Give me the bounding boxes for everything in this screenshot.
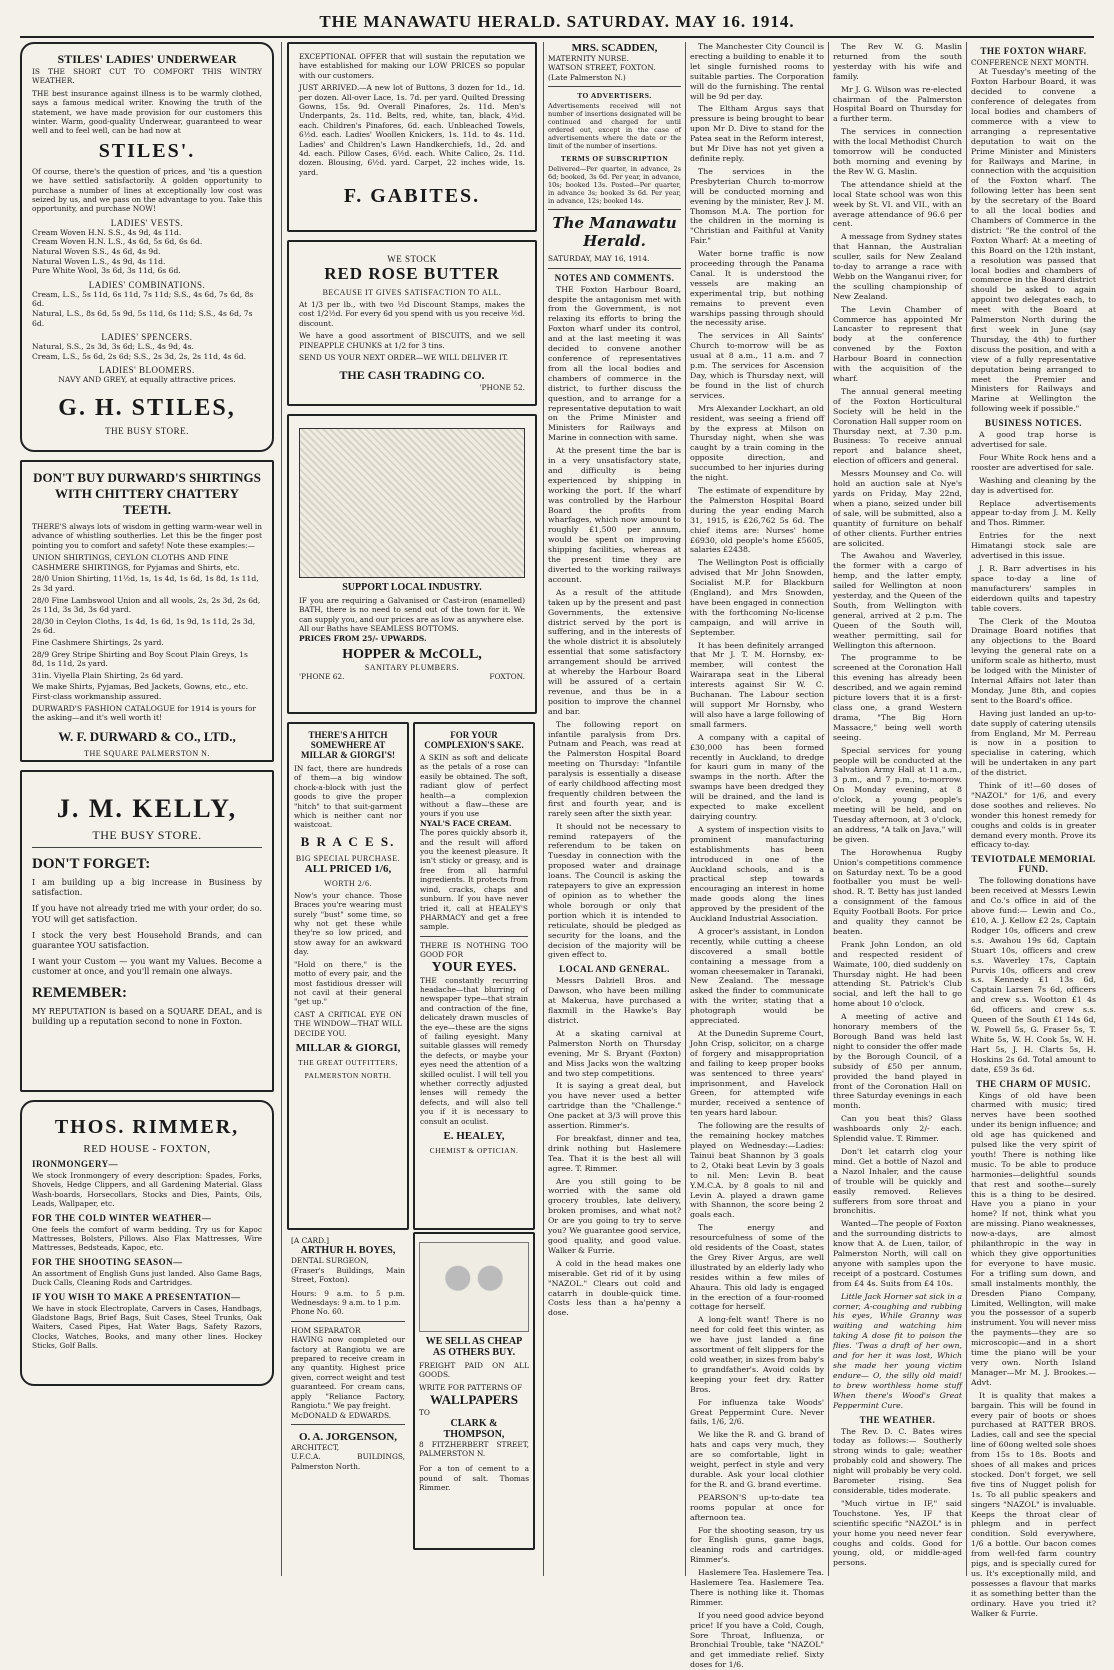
rimmer-address: RED HOUSE - FOXTON, xyxy=(83,1143,211,1155)
column-5 xyxy=(833,42,962,1576)
subscription-body: Delivered—Per quarter, in advance, 2s 6d; booked, 3s 6d. Per year, in advance, 10s; booked 13s. Posted—Per quarter, in advance 3s; booked 3s 6d. Per year, in advance, 12s; booked 14s. xyxy=(548,165,681,206)
vests-line: Pure White Wool, 3s 6d, 3s 11d, 6s 6d. xyxy=(32,266,181,276)
bath-illustration xyxy=(299,428,525,578)
clark-headline: WE SELL AS CHEAP AS OTHERS BUY. xyxy=(425,1336,523,1358)
column-6 xyxy=(971,42,1096,1618)
hopper-body: IF you are requiring a Galvanised or Cast-iron (enamelled) BATH, there is no need to send out of the town for it. We can supply you, and our prices are as low as anywhere else. xyxy=(299,596,525,624)
separator-body: HAVING now completed our factory at Rangiotu we are prepared to receive cream in any quantity. Highest price given, correct weight and test guaranteed. For cream cans, apply "Reliance Factory, Rangiotu." We pay freight. xyxy=(291,1335,405,1411)
healey-trade: CHEMIST & OPTICIAN. xyxy=(429,1146,519,1156)
masthead-rule xyxy=(20,36,1094,38)
scadden-name: MRS. SCADDEN, xyxy=(571,42,658,54)
wharf-heading: THE FOXTON WHARF. xyxy=(980,46,1087,56)
business-paragraph: J. R. Barr advertises in his space to-day a line of manufacturers' samples in eiderdown quilts and tapestry table covers. xyxy=(971,564,1096,613)
rimmer-section: We have in stock Electroplate, Carvers in Cases, Handbags, Gladstone Bags, Brief Bags, Suit Cases, Steel Trunks, Oak Waiters, Cased Pipes, Hat Water Bags, Safety Razors, Clocks, Watches, Books, and many other lines. Hockey Sticks, Golf Balls. xyxy=(32,1303,262,1351)
durward-line: DURWARD'S FASHION CATALOGUE for 1914 is yours for the asking—and it's well worth it! xyxy=(32,703,256,723)
millar-headline: THERE'S A HITCH SOMEWHERE AT MILLAR & GIORGI'S! xyxy=(300,730,395,760)
notes-heading: NOTES AND COMMENTS. xyxy=(554,272,675,283)
gabites-ad xyxy=(287,42,537,232)
boyes-card: [A CARD.] xyxy=(291,1236,330,1245)
wharf-subheading: CONFERENCE NEXT MONTH. xyxy=(971,58,1089,67)
scadden-address: WATSON STREET, FOXTON. xyxy=(548,63,656,73)
millar-healey-block xyxy=(287,722,537,1232)
jorgenson-address: U.F.C.A. BUILDINGS, Palmerston North. xyxy=(291,1452,405,1471)
combinations-line: Cream, L.S., 5s 11d, 6s 11d, 7s 11d; S.S., 4s 6d, 7s 6d, 8s 6d. xyxy=(32,289,254,309)
rimmer-section: One feels the comfort of warm bedding. Try us for Kapoc Mattresses, Bolsters, Pillows. Also Flax Mattresses, Wire Mattresses, Bedsteads, Kapoc, etc. xyxy=(32,1224,262,1253)
kelly-para: I am building up a big increase in Business by satisfaction. xyxy=(32,877,262,898)
durward-line: 28/0 Union Shirting, 11½d, 1s, 1s 4d, 1s 6d, 1s 8d, 1s 11d, 2s 3d yard. xyxy=(32,574,259,593)
vests-line: Natural Woven L.S., 4s 9d, 4s 11d. xyxy=(32,256,166,266)
gabites-body-2: JUST ARRIVED.—A new lot of Buttons, 3 dozen for 1d., 1d. per dozen. All-over Lace, 1s. 7d. per yard. Quilted Dressing Gowns, 15s. 9d. Overall Pinafores, 2s. 11d. Men's Underpants, 2s. 11d. Belts, red, white, tan, black, 4½d. each. Children's Pinafores, 6d. each. Unbleached Towels, 6½d. each. Ladies' Woollen Knickers, 1s. 11d. to 4s. 11d. Ladies' and Children's Lawn Handkerchiefs, 1d., 2d. and 4d. each. Pillow Cases, 6½d. each. White Calico, 2s. 11d. dozen. Blousing, 6½d. yard. Carpet, 22 inches wide, 1s. yard. xyxy=(299,83,525,177)
local-paragraph: Are you still going to be worried with the same old grocery troubles, late delivery, broken promises, and what not? Or are you going to try to serve you? We guarantee good service, good quality, and good value. Walker & Furrie. xyxy=(548,1176,681,1255)
business-paragraph: Entries for the next Himatangi stock sale are advertised in this issue. xyxy=(971,531,1096,561)
kelly-name: J. M. KELLY, xyxy=(56,794,238,823)
news-paragraph: Don't let catarrh clog your mind. Get a bottle of Nazol and a Nazol Inhaler, and the cause of trouble will be quickly and easily removed. Relieves sufferers from sore throat and bronchitis. xyxy=(833,1146,962,1216)
subscription-heading: TERMS OF SUBSCRIPTION xyxy=(560,154,669,164)
durward-line: UNION SHIRTINGS, CEYLON CLOTHS AND FINE CASHMERE SHIRTINGS, for Pyjamas and Shirts, etc. xyxy=(32,553,240,572)
durward-line: 28/0 Fine Lambswool Union and all wools, 2s, 2s 3d, 2s 6d, 2s 11d, 3s 3d, 3s 6d yard. xyxy=(32,595,261,615)
local-paragraph: For breakfast, dinner and tea, drink nothing but Haslemere Tea. That it is the best all will agree. T. Rimmer. xyxy=(548,1133,681,1173)
news-paragraph: The services in the Presbyterian Church to-morrow will be conducted morning and evening by the minister, Rev J. M. Thomson M.A. The portion for the children in the morning is "Christian and Faithful at Vanity Fair." xyxy=(690,166,824,246)
millar-worth: WORTH 2/6. xyxy=(323,878,373,888)
news-paragraph: The estimate of expenditure by the Palmerston Hospital Board during the year ending March 31, 1915, is £26,762 5s 6d. The chief items are: Nurses' home £6930, old people's home £5605, salaries £2438. xyxy=(690,485,824,555)
business-heading: BUSINESS NOTICES. xyxy=(984,418,1083,429)
news-paragraph: The attendance shield at the local State school was won this week by St. VI. and VII., with an average attendance of 96.6 per cent. xyxy=(833,179,962,229)
news-paragraph: A long-felt want! There is no need for cold feet this winter, as we have just landed a fine assortment of felt slippers for the cold weather, in sizes from baby's to grandfather's. Avoid colds by keeping your feet dry. Ratter Bros. xyxy=(690,1315,824,1394)
column-rule xyxy=(966,42,967,1576)
boyes-phone: Phone No. 60. xyxy=(291,1307,344,1317)
column-4 xyxy=(690,42,824,1670)
millar-name: MILLAR & GIORGI, xyxy=(295,1041,401,1054)
news-paragraph: It has been definitely arranged that Mr J. T. M. Hornsby, ex-member, will contest the Wairarapa seat in the Liberal interests against Sir W. C. Buchanan. The Labour section will support Mr Hornsby, who will also have a large following of small farmers. xyxy=(690,640,824,729)
news-paragraph: Wanted—The people of Foxton and the surrounding districts to know that A. de Luen, tailor, of Palmerston North, will call on anyone with samples upon the receipt of a postcard. Costumes from £4 4s. Suits from £4 10s. xyxy=(833,1219,962,1288)
clark-foot: For a ton of cement to a pound of salt. Thomas Rimmer. xyxy=(419,1464,529,1493)
rimmer-section-heading: FOR THE COLD WINTER WEATHER— xyxy=(32,1212,212,1223)
millar-ad xyxy=(287,722,409,1230)
durward-address: THE SQUARE PALMERSTON N. xyxy=(84,748,210,758)
local-heading: LOCAL AND GENERAL. xyxy=(559,964,670,975)
business-text xyxy=(971,430,1096,850)
news-paragraph: Special services for young people will be conducted at the Salvation Army Hall at 11 a.m., 3 p.m., and 7 p.m., to-morrow. On Monday evening, at 8 o'clock, a young people's meeting will be held, and on Tuesday afternoon, at 3 o'clock, an address, "A talk on Java," will be given. xyxy=(833,745,962,844)
column-rule xyxy=(828,42,829,1576)
healey-product: NYAL'S FACE CREAM. xyxy=(420,818,512,828)
spencers-heading: LADIES' SPENCERS. xyxy=(101,332,193,343)
column-rule xyxy=(685,42,686,1576)
column-3 xyxy=(548,42,681,1576)
news-paragraph: Can you beat this? Glass washboards only 2/- each. Splendid value. T. Rimmer. xyxy=(833,1114,962,1144)
healey-body: A SKIN as soft and delicate as the petals of a rose can easily be obtained. The soft, radiant glow of perfect health—a complexion without a flaw—these are yours if you use xyxy=(420,753,528,819)
durward-line: 31in. Viyella Plain Shirting, 2s 6d yard. xyxy=(32,670,184,680)
rimmer-section-heading: IF YOU WISH TO MAKE A PRESENTATION— xyxy=(32,1291,241,1302)
rimmer-section: We stock Ironmongery of every description: Spades, Forks, Shovels, Hedge Clippers, and all Gardening Material. Glass Wash-boards, Horsecollars, Stocks and Dies, Paints, Oils, Leads, Wallpaper, etc. xyxy=(32,1171,262,1209)
millar-para: "Hold on there," is the motto of every pair, and the most fastidious dresser will not cavil at their general "get up." xyxy=(294,959,402,1007)
charm-heading: THE CHARM OF MUSIC. xyxy=(976,1078,1091,1089)
advertisers-heading: TO ADVERTISERS. xyxy=(577,91,652,101)
cash-para: SEND US YOUR NEXT ORDER—WE WILL DELIVER IT. xyxy=(299,353,509,363)
news-paragraph: A message from Sydney states that Hannan, the Australian sculler, sails for New Zealand to-day to arrange a race with Webb on the Wanganui river, for the sculling championship of New Zealand. xyxy=(833,232,962,301)
news-paragraph: The Awahou and Waverley, the former with a cargo of hemp, and the latter empty, sailed for Wellington at noon yesterday, and the Queen of the South, from Wellington with general, arrived at 2 p.m. The Queen of the South will, weather permitting, sail for Wellington this afternoon. xyxy=(833,551,962,650)
news-paragraph: A grocer's assistant, in London recently, while cutting a cheese discovered a small bottle containing a message from a woman cheesemaker in Taranaki, New Zealand. The message asked the finder to communicate with the writer, stating that a photograph would be appreciated. xyxy=(690,926,824,1026)
news-paragraph: A system of inspection visits to prominent manufacturing establishments has been introduced in one of the Auckland schools, and is a practical step towards encouraging an interest in home made goods along the lines approved by the president of the Auckland Industrial Association. xyxy=(690,824,824,924)
stiles-brand: STILES'. xyxy=(98,139,196,162)
stiles-body: THE best insurance against illness is to be warmly clothed, says a famous medical writer. Knowing the truth of the statement, we have made provision for our customers this winter. Warm, good-quality Underwear, guaranteed to wear well and to feel well, can be had now at xyxy=(32,88,262,136)
business-paragraph: Washing and cleaning by the day is advertised for. xyxy=(971,475,1096,495)
local-paragraph: A cold in the head makes one miserable. Get rid of it by using "NAZOL." Clears out cold and catarrh in double-quick time. Costs less than a ha'penny a dose. xyxy=(548,1258,681,1318)
vests-line: Natural Woven S.S., 4s 6d, 4s 9d. xyxy=(32,247,161,257)
news-paragraph: Frank John London, an old and respected resident of Waimate, 100, died suddenly on Thursday night. He had been attending St. Patrick's Club social, and left the hall to go home about 10 o'clock. xyxy=(833,939,962,1009)
weather-paragraph: The Rev. D. C. Bates wires today as follows:— Southerly strong winds to gale; weather probably cold and showery. The night will probably be very cold. Barometer rising. Sea considerable, tides moderate. xyxy=(833,1426,962,1495)
memorial-heading: TEVIOTDALE MEMORIAL FUND. xyxy=(971,854,1096,875)
cash-phone: 'PHONE 52. xyxy=(479,383,525,393)
business-paragraph: Four White Rock hens and a rooster are advertised for sale. xyxy=(971,452,1096,472)
healey-body-2: The pores quickly absorb it, and the result will afford you the keenest pleasure. It isn't sticky or greasy, and is free from all harmful ingredients. It protects from wind, cracks, chaps and sunburn. If you have never tried it, call at HEALEY'S PHARMACY and get a free sample. xyxy=(420,828,528,932)
eyes-body: THE constantly recurring headache—that blurring of newspaper type—that strain and contraction of the fine, delicately drawn muscles of the eye—these are the signs of failing eyesight. Many suitable glasses will remedy the defects, or maybe your eyes need the attention of a skilled oculist. I will tell you whether correctly adjusted lenses will remedy the defects, and will also tell you if it is necessary to consult an oculist. xyxy=(420,975,528,1126)
clark-thompson-ad xyxy=(413,1232,535,1550)
combinations-heading: LADIES' COMBINATIONS. xyxy=(88,279,206,290)
clark-to: TO xyxy=(419,1408,430,1418)
millar-town: PALMERSTON NORTH. xyxy=(304,1070,392,1080)
column-rule xyxy=(543,42,544,1576)
durward-line: 28/9 Grey Stripe Shirting and Boy Scout Plain Greys, 1s 8d, 1s 11d, 2s yard. xyxy=(32,649,248,669)
news-paragraph: For influenza take Woods' Great Peppermint Cure. Never fails, 1/6, 2/6. xyxy=(690,1397,824,1427)
kelly-para: I stock the very best Household Brands, and can guarantee YOU satisfaction. xyxy=(32,929,262,951)
millar-priced: ALL PRICED 1/6, xyxy=(304,862,392,875)
notes-paragraph: As a result of the attitude taken up by the present and past Governments, the extensive district served by the port is suffering, and in the interests of the whole district it is absolutely essential that some satisfactory arrangement should be arrived at whereby the Harbour Board will be assured of a certain revenue, and thus be in a position to improve the channel and bar. xyxy=(548,587,681,716)
stiles-intro: IS THE SHORT CUT TO COMFORT THIS WINTRY WEATHER. xyxy=(32,67,262,86)
clark-address: 8 FITZHERBERT STREET, PALMERSTON N. xyxy=(419,1439,529,1459)
rimmer-ad xyxy=(20,1100,274,1386)
weather-text xyxy=(833,1427,962,1569)
kelly-ad xyxy=(20,770,274,1092)
clark-write: WRITE FOR PATTERNS OF xyxy=(419,1382,523,1392)
news-paragraph: The services in connection with the local Methodist Church tomorrow will be conducted both morning and evening by the Rev W. G. Maslin. xyxy=(833,127,962,176)
column-1 xyxy=(20,42,274,1576)
hopper-footer xyxy=(299,672,525,681)
separator-headline: HOM SEPARATOR xyxy=(291,1325,361,1335)
clark-wallpapers: WALLPAPERS xyxy=(430,1392,518,1408)
boyes-name: ARTHUR H. BOYES, xyxy=(300,1245,396,1257)
charm-text xyxy=(971,1091,1096,1619)
news-paragraph: The annual general meeting of the Foxton Horticultural Society will be held in the Coronation Hall supper room on Thursday next, at 7.30 p.m. Business: To receive annual report and balance sheet, election of officers and general. xyxy=(833,386,962,466)
cash-trading-ad xyxy=(287,240,537,406)
news-paragraph: The Manchester City Council is erecting a building to enable it to let single furnished rooms to suitable parties. The Corporation will do the furnishing. The rental will be 9d per day. xyxy=(690,42,824,101)
news-paragraph: A company with a capital of £30,000 has been formed recently in Auckland, to dredge for kauri gum in many of the swamps in the north. After the swamps have been dredged they will be drained, and the land is expected to make excellent dairying country. xyxy=(690,732,824,821)
local-paragraph: At a skating carnival at Palmerston North on Thursday evening, Mr S. Bryant (Foxton) and Miss Jacks won the waltzing and two step competitions. xyxy=(548,1028,681,1078)
column-5-text xyxy=(833,42,962,1411)
cash-because: BECAUSE IT GIVES SATISFACTION TO ALL. xyxy=(322,288,502,297)
wharf-paragraph: At Tuesday's meeting of the Foxton Harbour Board, it was decided to convene a conference of delegates from local bodies and chambers of commerce with a view to arranging a representative deputation to wait on the Prime Minister and Ministers for Railways and Marine, in connection with the acquisition of the Foxton wharf. The following letter has been sent by the secretary of the Board to all the local bodies and Chambers of Commerce in the district: "Re the control of the Foxton Wharf: At a meeting of this Board on the 12th instant, a resolution was passed that local bodies and chambers of commerce in the Board district should be asked to again appoint two delegates each, to meet with the Board at Palmerston North during the first week in June (say Thursday, the 4th) to further discuss the position, and with a view of a fully representative deputation being arranged to meet the Premier and Ministers for Railways and Marine at Wellington the following week if possible." xyxy=(971,67,1096,414)
news-paragraph: The Horowhenua Rugby Union's competitions commence on Saturday next. To be a good footballer you must be well-shod. R. T. Betty has just landed a consignment of the famous Equity Football Boots. For price and quality they cannot be beaten. xyxy=(833,847,962,936)
millar-purchase: BIG SPECIAL PURCHASE. xyxy=(295,853,401,863)
millar-para: Now's your chance. Those Braces you're wearing must surely "bust" some time, so why not get these while they're so low priced, and stow away for an awkward day. xyxy=(294,890,402,957)
stiles-ad xyxy=(20,42,274,452)
news-paragraph: For the shooting season, try us for English guns, game bags, cleaning rods and cartridges. Rimmer's. xyxy=(690,1525,824,1565)
notes-paragraph: THE Foxton Harbour Board, despite the antagonism met with from the Government, is not relaxing its efforts to bring the Foxton wharf under its control, and at the last meeting it was decided to convene another conference of representatives from all the local bodies and chambers of commerce in the district, to further discuss the question, and to arrange for a representative deputation to wait on the Prime Minister and Ministers for Railways and Marine in connection with same. xyxy=(548,284,681,443)
business-paragraph: Think of it!—60 doses of "NAZOL" for 1/6, and every dose soothes and relieves. No wonder this honest remedy for coughs and colds is in greater demand every month. Prove its efficacy to-day. xyxy=(971,781,1096,850)
business-paragraph: A good trap horse is advertised for sale. xyxy=(971,430,1096,450)
business-paragraph: Having just landed an up-to-date supply of catering utensils from England, Mr M. Perreau is now in a position to specialise in catering, which will be undertaken in any part of the district. xyxy=(971,708,1096,778)
rimmer-section: An assortment of English Guns just landed. Also Game Bags, Duck Calls, Cleaning Rods and Cartridges. xyxy=(32,1268,262,1288)
memorial-paragraph: The following donations have been received at Messrs Lewin and Co.'s office in aid of the above fund:— Lewin and Co., £10, A. J. Kellow £2 2s, Captain Rodger 10s, officers and crew s.s. Awahou 19s 6d, Captain Stuart 10s, officers and crew s.s. Waverley 17s, Captain Purvis 10s, officers and crew s.s. Kennedy £1 13s 6d, Captain Larsen 7s 6d, officers and crew s.s. Wootton £1 4s 6d, officers and crew s.s. Queen of the South £1 14s 6d, W. Powell 5s, G. Fraser 5s, T. White 5s, W. H. Cook 5s, W. H. Hart 5s, J. H. Clarts 5s, H. Hoskins 2s 6d. Total amount to date, £59 3s 6d. xyxy=(971,876,1096,1074)
kelly-para: If you have not already tried me with your order, do so. YOU will get satisfaction. xyxy=(32,903,262,924)
lower-left-ads xyxy=(287,1232,409,1550)
news-paragraph: The services in All Saints' Church to-morrow will be as usual at 8 a.m., 11 a.m. and 7 p.m. The services for Ascension Day, which is Thursday next, will be found in the list of church services. xyxy=(690,331,824,400)
vests-line: Cream Woven H.N. S.S., 4s 9d, 4s 11d. xyxy=(32,227,182,237)
local-paragraph: It is saying a great deal, but you have never used a better cartridge than the "Challenge." One packet at 3/3 will prove this assertion. Rimmer's. xyxy=(548,1081,681,1131)
hopper-prices: PRICES FROM 25/- UPWARDS. xyxy=(299,633,427,643)
paper-title: The Manawatu Herald. xyxy=(552,214,677,251)
business-paragraph: The Clerk of the Moutoa Drainage Board notifies that any objections to the Board levying the general rate on a uniform scale as hitherto, must be lodged with the Minister of Internal Affairs not later than Monday, June 8th, and copies sent to the Board's office. xyxy=(971,616,1096,705)
news-paragraph: PEARSON'S up-to-date tea rooms popular at once for afternoon tea. xyxy=(690,1492,824,1522)
stiles-heading: STILES' LADIES' UNDERWEAR xyxy=(57,52,237,66)
business-paragraph: Replace advertisements appear to-day from J. M. Kelly and Thos. Rimmer. xyxy=(971,498,1096,528)
kelly-para: I want your Custom — you want my Values. Become a customer at once, and you'll remain one always. xyxy=(32,956,262,977)
durward-ad xyxy=(20,460,274,762)
news-paragraph: Messrs Mounsey and Co. will hold an auction sale at Nye's yards on Friday, May 22nd, when a piano, seized under bill of sale, will be submitted, also a quantity of furniture on behalf of other clients. Further entries are solicited. xyxy=(833,469,962,548)
healey-name: E. HEALEY, xyxy=(443,1130,505,1143)
news-paragraph: If you need good advice beyond price! If you have a Cold, Cough, Sore Throat, Influenza, or Bronchial Trouble, take "NAZOL" and get immediate relief. Sixty doses for 1/6. xyxy=(690,1610,824,1670)
column-4-text xyxy=(690,42,824,1670)
cash-name: THE CASH TRADING CO. xyxy=(339,368,485,383)
notes-paragraph: The following report on infantile paralysis from Drs. Putnam and Peach, was read at the Palmerston Hospital Board meeting on Thursday: "Infantile paralysis is essentially a disease of early childhood affecting most frequently children between the first and fourth year, and is rarely seen after the sixth year. xyxy=(548,719,681,818)
verse: Little Jack Horner sat sick in a corner, A-coughing and rubbing his eyes, While Granny was waiting and watching him taking A dose fit to poison the flies. 'Twas a draft of her own, and for her it was lost, Which she made her young victim endure— O, the silly old maid! to brew worthless home stuff When there's Wood's Great Peppermint Cure. xyxy=(833,1291,962,1410)
jorgenson-trade: ARCHITECT, xyxy=(291,1442,340,1452)
notes-text xyxy=(548,285,681,961)
clark-freight: FREIGHT PAID ON ALL GOODS. xyxy=(419,1361,529,1380)
news-paragraph: The energy and resourcefulness of some of the old residents of the Coast, states the Grey River Argus, are well illustrated by an elderly lady who resides within a few miles of Ahaura. This old lady is engaged in the erection of a four-roomed cottage for herself. xyxy=(690,1223,824,1312)
millar-trade: THE GREAT OUTFITTERS, xyxy=(298,1057,398,1067)
advertisers-body: Advertisements received will not number of insertions designated will be continued and charged for until ordered out, except in the case of advertisements where the date or the limit of the number of insertions. xyxy=(548,102,681,151)
boyes-trade: DENTAL SURGEON, xyxy=(291,1256,369,1266)
weather-heading: THE WEATHER. xyxy=(859,1414,936,1425)
gabites-name: F. GABITES. xyxy=(343,185,481,208)
scadden-late: (Late Palmerston N.) xyxy=(548,72,626,82)
local-text xyxy=(548,976,681,1318)
cash-para: At 1/3 per lb., with two ½d Discount Stamps, makes the cost 1/2½d. For every 6d you spend with us you receive ½d. discount. xyxy=(299,300,525,328)
millar-cast: CAST A CRITICAL EYE ON THE WINDOW—THAT WILL DECIDE YOU. xyxy=(294,1009,402,1038)
rimmer-section-heading: IRONMONGERY— xyxy=(32,1159,119,1169)
clark-name: CLARK & THOMPSON, xyxy=(443,1417,505,1440)
children-illustration xyxy=(419,1242,529,1332)
news-paragraph: The following are the results of the remaining hockey matches played on Wednesday:—Ladies: Tainui beat Shannon by 3 goals to 2, Otaki beat Levin by 3 goals to nil. Men: Levin B. beat Y.M.C.A. by 8 goals to nil and Levin A. played a drawn game with Shannon, the score being 2 goals each. xyxy=(690,1121,824,1220)
news-paragraph: The Rev W. G. Maslin returned from the south yesterday with his wife and family. xyxy=(833,42,962,81)
local-paragraph: Messrs Dalziell Bros. and Dawson, who have been milling at Makerua, have purchased a flaxmill in the Hawke's Bay district. xyxy=(548,976,681,1025)
memorial-text xyxy=(971,876,1096,1074)
news-paragraph: The Eltham Argus says that pressure is being brought to bear upon Mr D. Dive to stand for the Patea seat in the Reform interest, but Mr Dive has not yet given a definite reply. xyxy=(690,104,824,163)
stiles-name: G. H. STILES, xyxy=(58,395,236,421)
separator-name: McDONALD & EDWARDS. xyxy=(291,1410,392,1420)
healey-ad xyxy=(413,722,535,1230)
millar-body: IN fact, there are hundreds of them—a big window chock-a-block with just the goods to give the proper "hitch" to that suit-garment which is neither cant nor waistcoat. xyxy=(294,764,402,830)
durward-heading: DON'T BUY DURWARD'S SHIRTINGS WITH CHITTERY CHATTERY TEETH. xyxy=(33,470,261,517)
spencers-line: Cream, L.S., 5s 6d, 2s 6d; S.S., 2s 3d, 2s, 2s 11d, 4s 6d. xyxy=(32,351,247,361)
column-rule xyxy=(281,42,282,1576)
kelly-forget: DON'T FORGET: xyxy=(32,856,151,872)
footer-paragraph: It is quality that makes a bargain. This will be found in every pair of boots or shoes purchased at RATTER BROS. Ladies, call and see the special line of 60ong welted sole shoes from 15s to 18s. Boots and shoes of all makes and prices stocked. Don't forget, we sell five tins of Nugget polish for 1s. To all public speakers and singers "NAZOL" is invaluable. Keeps the throat clear of phlegm and in perfect condition. Sold everywhere, 1/6 a bottle. Our bacon comes from well-fed farm country pigs, and is specially cured for us. It's exceptionally mild, and possesses a flavour that marks it as something better than the ordinary. Have you tried it? Walker & Furrie. xyxy=(971,1390,1096,1618)
hopper-phone: 'PHONE 62. xyxy=(299,672,345,682)
notes-paragraph: It should not be necessary to remind ratepayers of the referendum to be taken on Tuesday in connection with the proposed water and drainage loans. The Council is asking the ratepayers to give an expression of opinion as to whether the whole borough or only that portion which it is intended to reticulate, should be pledged as security for the loans, and the decision of the majority will be given effect to. xyxy=(548,821,681,960)
news-paragraph: A meeting of active and honorary members of the Borough Band was held last night to consider the offer made by the Borough Council, of a subsidy of £50 per annum, provided the band played in front of the Coronation Hall on three Saturday evenings in each month. xyxy=(833,1012,962,1111)
kelly-remember: REMEMBER: xyxy=(32,984,127,1001)
eyes-intro: THERE IS NOTHING TOO GOOD FOR xyxy=(420,940,528,960)
scadden-trade: MATERNITY NURSE. xyxy=(548,54,630,63)
masthead: THE MANAWATU HERALD. SATURDAY. MAY 16. 1914. xyxy=(319,12,795,31)
vests-line: Cream Woven H.N. L.S., 4s 6d, 5s 6d, 6s 6d. xyxy=(32,237,203,247)
durward-line: 28/30 in Ceylon Cloths, 1s 4d, 1s 6d, 1s 9d, 1s 11d, 2s 3d, 2s 6d. xyxy=(32,616,256,636)
boyes-hours: Hours: 9 a.m. to 5 p.m. Wednesdays: 9 a.m. to 1 p.m. xyxy=(291,1288,405,1308)
bloomers-heading: LADIES' BLOOMERS. xyxy=(99,365,195,376)
hopper-ad xyxy=(287,414,537,714)
kelly-tagline: THE BUSY STORE. xyxy=(92,828,202,842)
combinations-line: Natural, L.S., 8s 6d, 5s 9d, 5s 11d, 6s 11d; S.S., 4s 6d, 7s 6d. xyxy=(32,309,253,328)
rimmer-name: THOS. RIMMER, xyxy=(54,1116,240,1138)
hopper-name: HOPPER & McCOLL, xyxy=(342,647,482,663)
charm-paragraph: Kings of old have been charmed with music; tired nerves have been soothed under its benign influence; and old age has quickened and pulsed like the very spirit of youth! There is nothing like music. To be able to produce harmonies—delightful sounds that rest and soothe—surely this is a thing to be desired. Have you a piano in your home? If not, think what you are missing. Piano weaknesses, now-a-days, are almost philanthropic in the way in which they give opportunities for everyone to have music. For a trifling sum down, and small instalments monthly, the Dresden Piano Company, Limited, Wellington, will make you the possessor of a superb instrument. You will never miss the payments—they are so microscopic—and in a short time the piano will be your very own. North Island Manager—Mr M. J. Brookes.—Advt. xyxy=(971,1090,1096,1387)
cash-we-stock: WE STOCK xyxy=(387,254,437,264)
notes-paragraph: At the present time the bar is in a very unsatisfactory state, and difficulty is being experienced by shipping in working the port. If the wharf was controlled by the Harbour Board the profits from wharfages, which now amount to roughly £1,500 per annum, would be spent on improving shipping facilities, whereas at the present time they are diverted to the working railways account. xyxy=(548,446,681,584)
news-paragraph: Haslemere Tea. Haslemere Tea. Haslemere Tea. Haslemere Tea. There is nothing like it. Thomas Rimmer. xyxy=(690,1568,824,1607)
lower-ads-block xyxy=(287,1232,537,1552)
eyes-heading: YOUR EYES. xyxy=(431,959,517,975)
news-paragraph: Water borne traffic is now proceeding through the Panama Canal. It is understood the vessels are making an experimental trip, but nothing remains to prevent even warships passing through should the necessity arise. xyxy=(690,249,824,328)
stiles-tagline: THE BUSY STORE. xyxy=(105,426,189,436)
hopper-trade: SANITARY PLUMBERS. xyxy=(364,663,460,673)
cash-headline: RED ROSE BUTTER xyxy=(324,264,500,283)
bloomers-line: NAVY AND GREY, at equally attractive prices. xyxy=(58,375,236,385)
hopper-headline: SUPPORT LOCAL INDUSTRY. xyxy=(342,582,482,593)
column-2 xyxy=(287,42,537,1576)
braces-heading: B R A C E S. xyxy=(300,833,396,849)
news-paragraph: We like the R. and G. brand of hats and caps very much, they are so comfortable, light in weight, perfect in style and very durable. Ask your local clothier for the R. and G. brand evertime. xyxy=(690,1430,824,1489)
news-paragraph: Mr J. G. Wilson was re-elected chairman of the Palmerston Hospital Board on Thursday for a further term. xyxy=(833,84,962,124)
kelly-para: MY REPUTATION is based on a SQUARE DEAL, and is building up a reputation second to none in Foxton. xyxy=(32,1005,262,1026)
stiles-body-2: Of course, there's the question of prices, and 'tis a question we have settled satisfactorily. A golden opportunity to purchase a number of lines at exceptionally low cost was seized by us, and we pass on the advantage to you. Take this opportunity, and purchase NOW! xyxy=(32,166,262,214)
news-paragraph: The Wellington Post is officially advised that Mr John Snowden, Socialist M.P. for Blackburn (England), and Mrs Snowden, have been engaged in connection with the forthcoming No-license campaign, and will arrive in September. xyxy=(690,558,824,637)
paper-date: SATURDAY, MAY 16, 1914. xyxy=(548,254,650,264)
durward-name: W. F. DURWARD & CO., LTD., xyxy=(58,728,236,744)
boyes-address: (Fraser's Buildings, Main Street, Foxton). xyxy=(291,1265,405,1285)
news-paragraph: Mrs Alexander Lockhart, an old resident, was seeing a friend off by the express at Milson on Thursday night, when she was caught by a train coming in the opposite direction, and succumbed to her injuries during the night. xyxy=(690,403,824,483)
news-paragraph: The programme to be screened at the Coronation Hall this evening has already been described, and we again remind picture lovers that it is a first-class one, a grand Western drama, "The Big Horn Massacre," being well worth seeing. xyxy=(833,653,962,742)
durward-body: THERE'S always lots of wisdom in getting warm-wear well in advance of whistling southerlies. Let this be the finger post pointing you to comfort and safety! Note these examples:— xyxy=(32,522,262,550)
footer-paragraph: "Much virtue in IF," said Touchstone. Yes, IF that scientific specific "NAZOL" is in your home you need never fear coughs and colds. Good for young, old, or middle-aged persons. xyxy=(833,1498,962,1568)
durward-line: We make Shirts, Pyjamas, Bed Jackets, Gowns, etc., etc. First-class workmanship assured. xyxy=(32,682,249,701)
news-paragraph: At the Dunedin Supreme Court, John Crisp, solicitor, on a charge of forgery and misappropriation and failing to keep proper books was sentenced to three years' imprisonment, and Havelock Green, for attempted wife murder, received a sentence of ten years hard labour. xyxy=(690,1029,824,1118)
spencers-line: Natural, S.S., 2s 3d, 3s 6d; L.S., 4s 9d, 4s. xyxy=(32,342,194,352)
hopper-baths: All our Baths have SEAMLESS BOTTOMS. xyxy=(299,624,459,634)
rimmer-section-heading: FOR THE SHOOTING SEASON— xyxy=(32,1256,183,1267)
news-paragraph: The Levin Chamber of Commerce has appointed Mr Lancaster to represent that body at the conference convened by the Foxton Harbour Board in connection with the acquisition of the wharf. xyxy=(833,304,962,383)
gabites-body: EXCEPTIONAL OFFER that will sustain the reputation we have established for making our LOW PRICES so popular with our customers. xyxy=(299,52,525,80)
vests-heading: LADIES' VESTS. xyxy=(110,217,184,228)
wharf-text xyxy=(971,67,1096,414)
durward-line: Fine Cashmere Shirtings, 2s yard. xyxy=(32,637,164,647)
hopper-town: FOXTON. xyxy=(489,672,525,682)
cash-para: We have a good assortment of BISCUITS, and we sell PINEAPPLE CHUNKS at 1/2 for 3 tins. xyxy=(299,331,525,350)
jorgenson-name: O. A. JORGENSON, xyxy=(298,1430,398,1443)
healey-headline: FOR YOUR COMPLEXION'S SAKE. xyxy=(424,730,524,750)
